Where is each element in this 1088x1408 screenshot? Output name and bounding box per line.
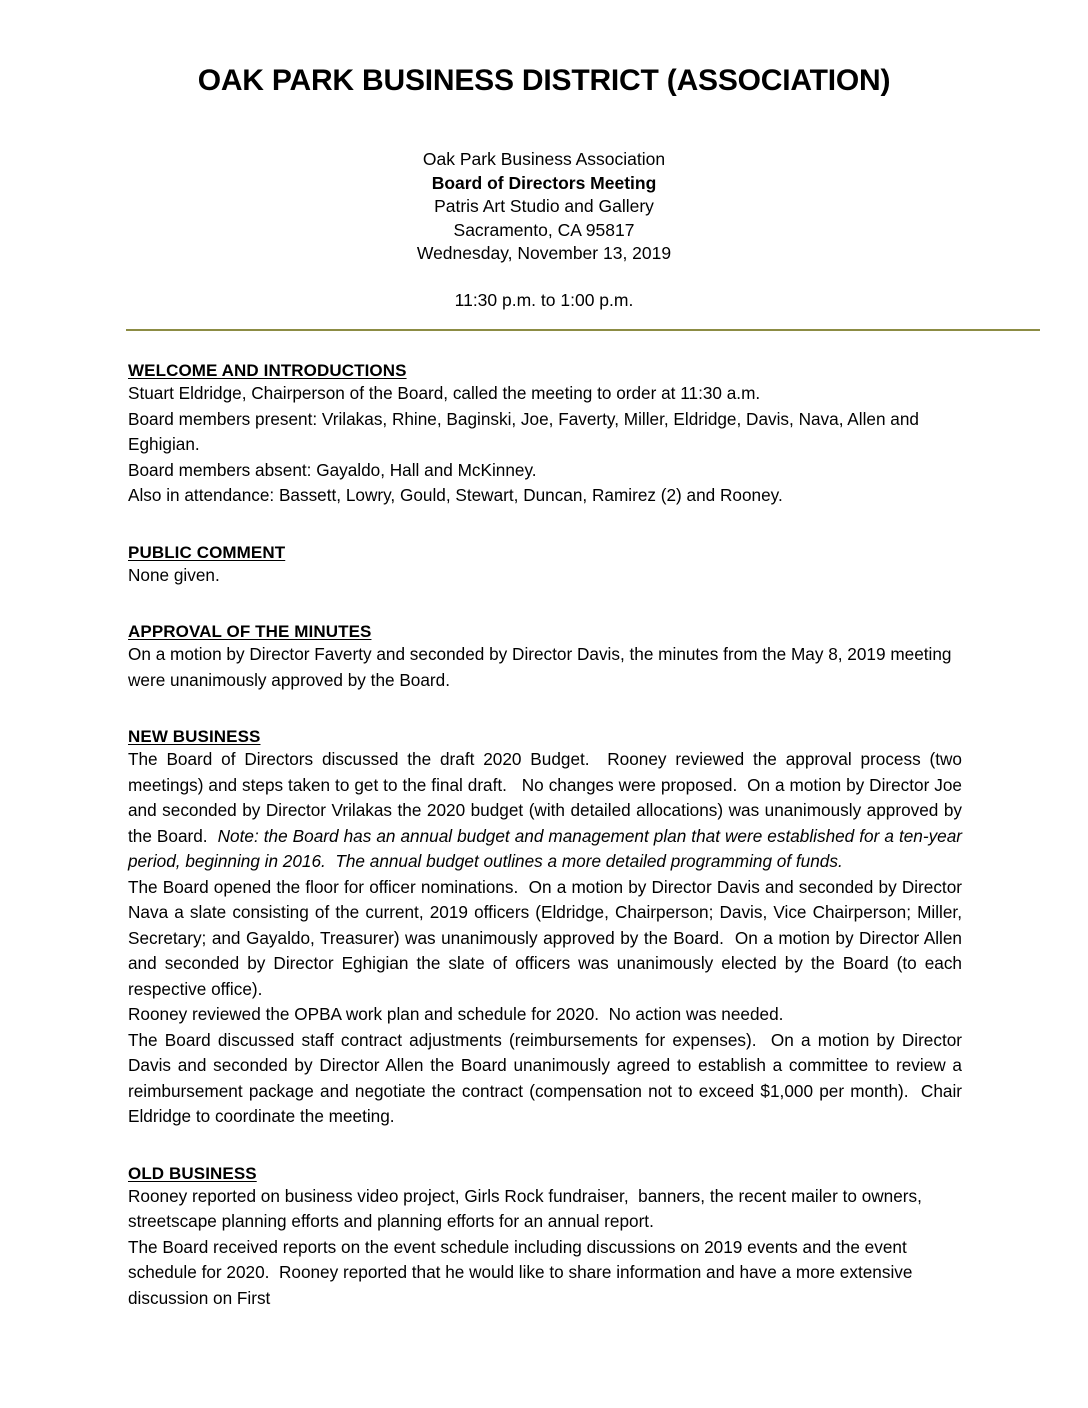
new-business-budget-text: The Board of Directors discussed the draft 2020 Budget. Rooney reviewed the approval process (two meetings) and steps taken to get to the final draft. No changes were proposed. On a motion by Director Joe and seconded by Director Vrilakas the 2020 budget (with detailed allocations) was unanimously approved by the Board. xyxy=(128,749,967,846)
header-date: Wednesday, November 13, 2019 xyxy=(416,243,672,263)
header-time: 11:30 p.m. to 1:00 p.m. xyxy=(454,289,634,310)
document-body xyxy=(0,361,1088,1311)
approval-of-minutes-paragraph: On a motion by Director Faverty and seconded by Director Davis, the minutes from the May 8, 2019 meeting were unanimously approved by the Board. xyxy=(128,644,957,690)
header-venue: Patris Art Studio and Gallery xyxy=(434,196,654,216)
header-city-state-zip: Sacramento, CA 95817 xyxy=(453,219,635,240)
old-business-paragraph-reports: Rooney reported on business video project, Girls Rock fundraiser, banners, the recent mailer to owners, streetscape planning efforts and planning efforts for an annual report. xyxy=(128,1185,927,1231)
meeting-header-block xyxy=(0,97,1088,312)
welcome-paragraph-1: Stuart Eldridge, Chairperson of the Board, called the meeting to order at 11:30 a.m. xyxy=(128,383,761,403)
page-title: OAK PARK BUSINESS DISTRICT (ASSOCIATION) xyxy=(197,64,891,97)
section-heading-old-business: OLD BUSINESS xyxy=(128,1163,257,1183)
section-heading-public-comment: PUBLIC COMMENT xyxy=(128,542,286,562)
new-business-paragraph-budget xyxy=(128,747,967,875)
welcome-paragraph-also-in-attendance: Also in attendance: Bassett, Lowry, Gould, Stewart, Duncan, Ramirez (2) and Rooney. xyxy=(128,485,783,505)
new-business-paragraph-officer-nominations: The Board opened the floor for officer nominations. On a motion by Director Davis and seconded by Director Nava a slate consisting of the current, 2019 officers (Eldridge, Chairperson; Davis, Vice Chairperson; Miller, Secretary; and Gayaldo, Treasurer) was unanimously approved by the Board. On a motion by Director Allen and seconded by Director Eghigian the slate of officers was unanimously elected by the Board (to each respective office). xyxy=(128,876,967,999)
new-business-paragraph-work-plan: Rooney reviewed the OPBA work plan and schedule for 2020. No action was needed. xyxy=(128,1004,784,1024)
new-business-budget-note-italic: Note: the Board has an annual budget and management plan that were established for a ten-year period, beginning in 2016. The annual budget outlines a more detailed programming of funds. xyxy=(128,825,967,871)
public-comment-paragraph: None given. xyxy=(128,564,220,585)
header-organization: Oak Park Business Association xyxy=(422,149,666,169)
welcome-paragraph-members-absent: Board members absent: Gayaldo, Hall and McKinney. xyxy=(128,459,537,480)
welcome-paragraph-members-present: Board members present: Vrilakas, Rhine, Baginski, Joe, Faverty, Miller, Eldridge, Davis, Nava, Allen and Eghigian. xyxy=(128,408,924,454)
header-meeting-type: Board of Directors Meeting xyxy=(431,172,657,193)
section-heading-welcome-and-introductions: WELCOME AND INTRODUCTIONS xyxy=(128,361,407,380)
section-heading-new-business: NEW BUSINESS xyxy=(128,727,261,746)
section-heading-approval-of-the-minutes: APPROVAL OF THE MINUTES xyxy=(128,622,372,641)
new-business-paragraph-staff-contract: The Board discussed staff contract adjustments (reimbursements for expenses). On a motion by Director Davis and seconded by Director Allen the Board unanimously agreed to establish a committee to review a reimbursement package and negotiate the contract (compensation not to exceed $1,000 per month). Chair Eldridge to coordinate the meeting. xyxy=(128,1029,967,1126)
old-business-paragraph-event-schedule: The Board received reports on the event schedule including discussions on 2019 events and the event schedule for 2020. Rooney reported that he would like to share information and have a more extensive discussion on First xyxy=(128,1236,918,1308)
header-divider-rule xyxy=(126,329,1040,331)
